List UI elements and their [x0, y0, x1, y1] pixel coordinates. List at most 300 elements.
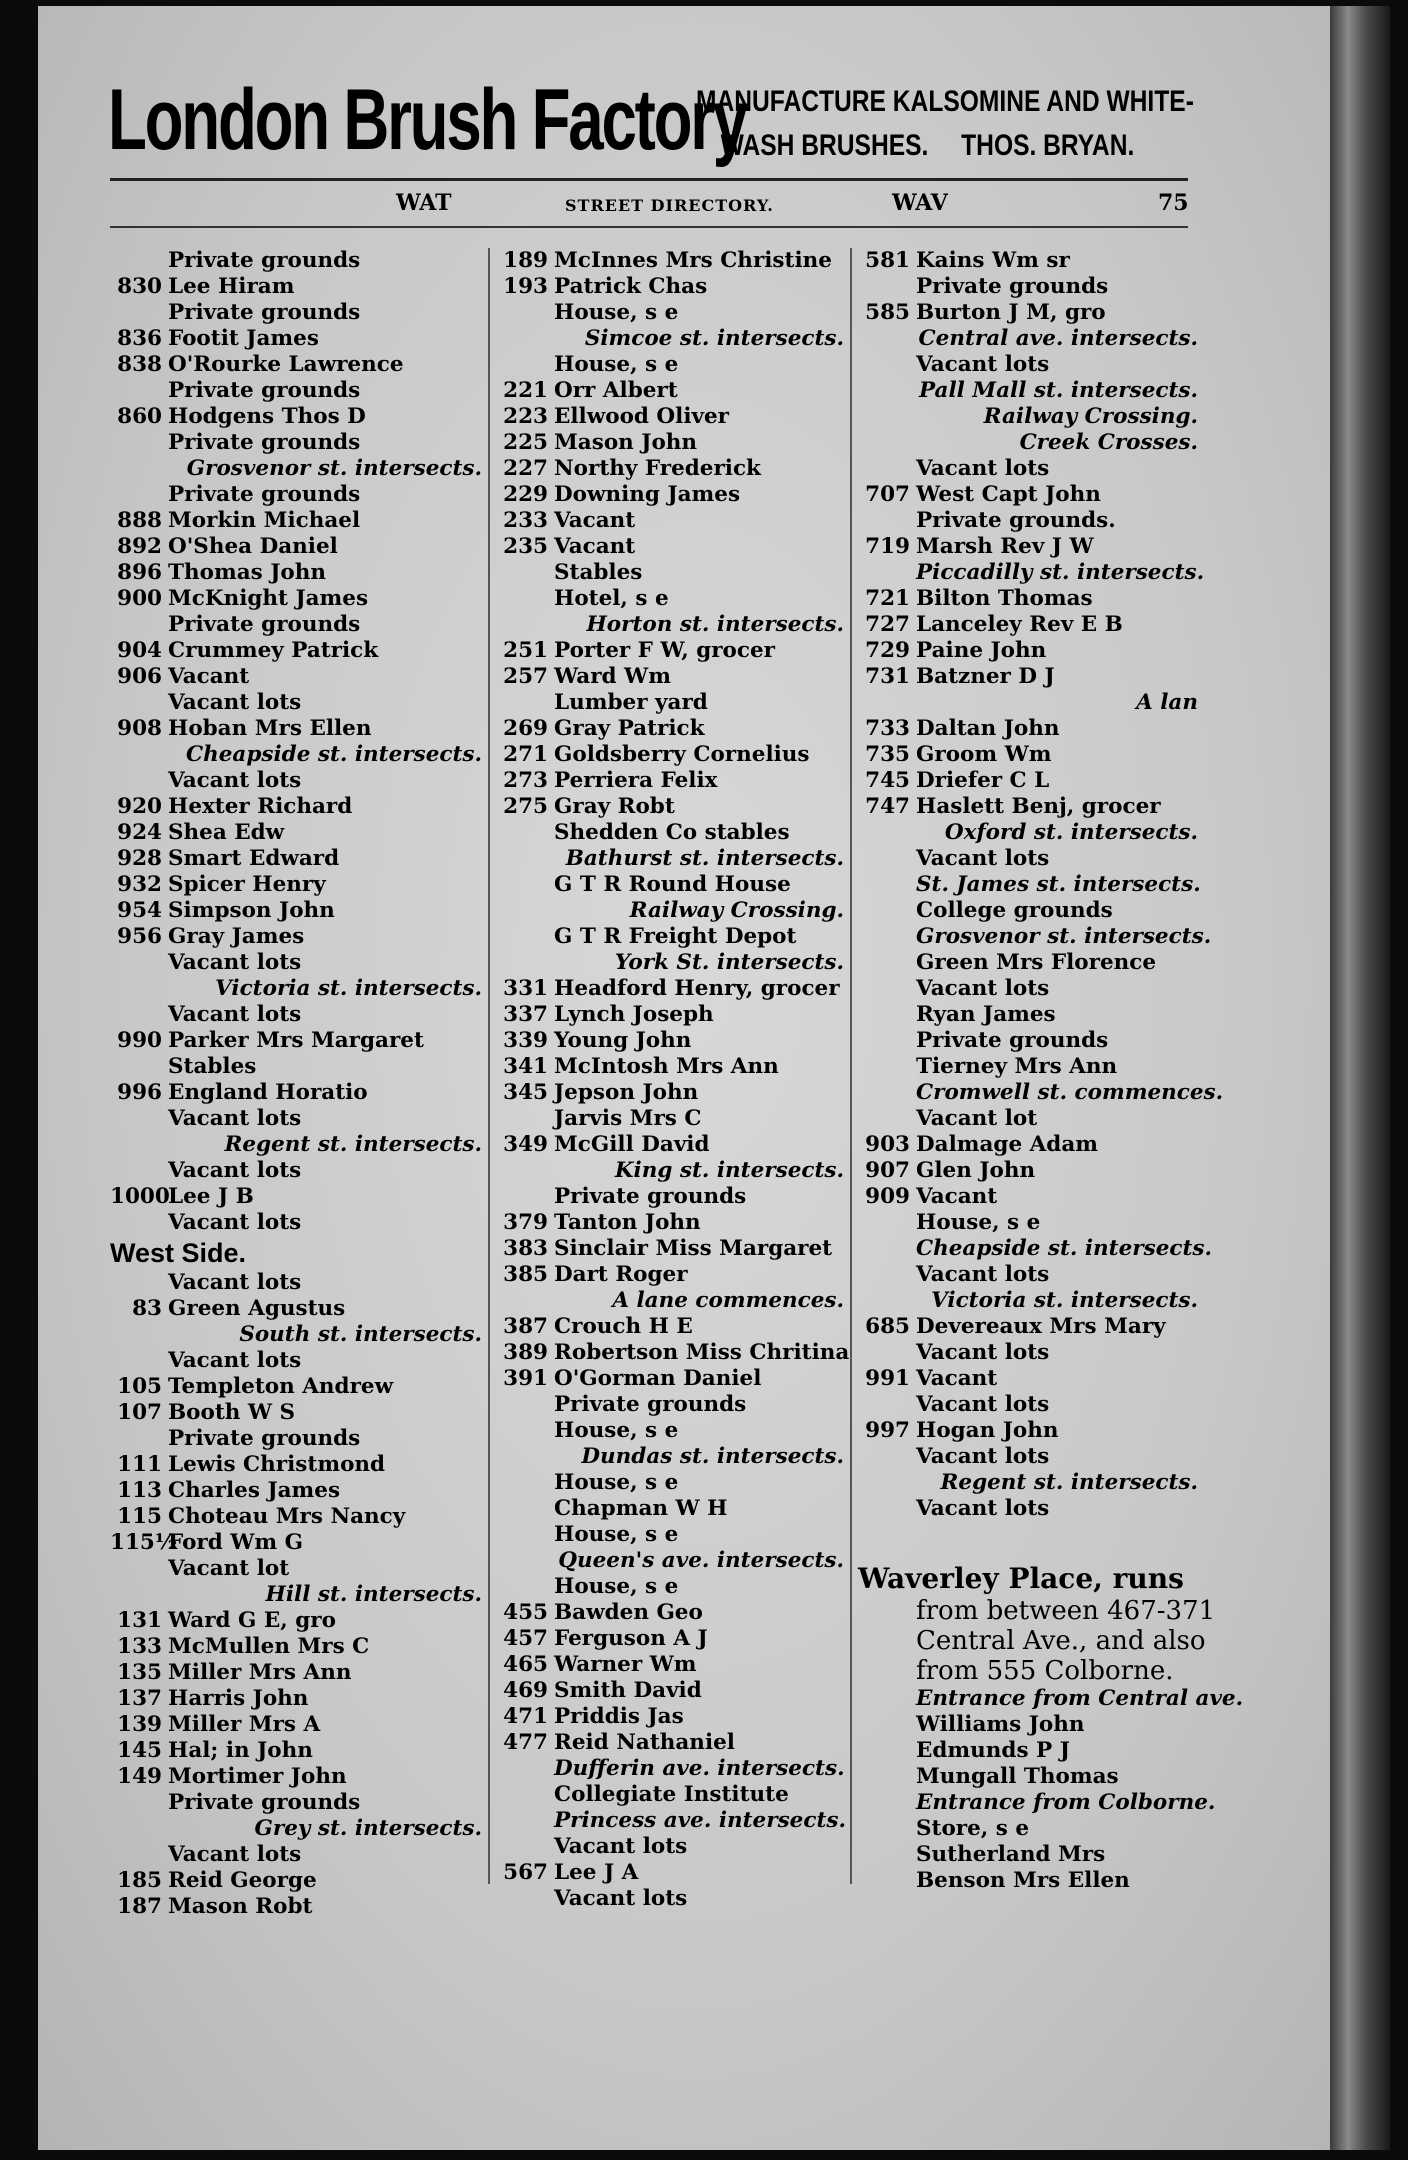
directory-entry	[858, 1340, 1198, 1366]
house-number: 903	[865, 1132, 910, 1157]
occupant-name: Ellwood Oliver	[554, 404, 729, 429]
occupant-name: Vacant lot	[168, 1556, 290, 1581]
occupant-name: Vacant lots	[916, 1444, 1050, 1469]
occupant-name: Devereaux Mrs Mary	[916, 1314, 1166, 1339]
occupant-name: Hexter Richard	[168, 794, 353, 819]
occupant-name: Robertson Miss Chritina	[554, 1340, 850, 1365]
occupant-name: Kains Wm sr	[916, 248, 1070, 273]
cross-street-note	[496, 326, 844, 352]
page-number: 75	[1158, 190, 1189, 216]
cross-street-note	[110, 1582, 482, 1608]
occupant-name: Paine John	[916, 638, 1047, 663]
occupant-name: Private grounds	[916, 1028, 1109, 1053]
house-number: 909	[865, 1184, 910, 1209]
occupant-name: Perriera Felix	[554, 768, 718, 793]
occupant-name: Shedden Co stables	[554, 820, 790, 845]
occupant-name: Vacant	[916, 1184, 998, 1209]
directory-entry	[110, 1608, 482, 1634]
occupant-name: Sutherland Mrs	[916, 1842, 1106, 1867]
house-number: 389	[503, 1340, 548, 1365]
occupant-name: Green Agustus	[168, 1296, 346, 1321]
house-number: 888	[117, 508, 162, 533]
house-number: 269	[503, 716, 548, 741]
directory-entry	[110, 1738, 482, 1764]
directory-entry	[110, 1530, 482, 1556]
directory-entry	[110, 534, 482, 560]
house-number: 838	[117, 352, 162, 377]
directory-entry	[110, 1054, 482, 1080]
cross-street-note	[858, 924, 1212, 950]
occupant-name: Miller Mrs A	[168, 1712, 321, 1737]
cross-street-note	[496, 1158, 844, 1184]
occupant-name: Templeton Andrew	[168, 1374, 394, 1399]
occupant-name: O'Rourke Lawrence	[168, 352, 404, 377]
house-number: 145	[117, 1738, 162, 1763]
directory-entry	[858, 1444, 1198, 1470]
occupant-name: Private grounds	[168, 248, 361, 273]
house-number: 149	[117, 1764, 162, 1789]
entry-text: South st. intersects.	[239, 1322, 482, 1347]
occupant-name: Jepson John	[554, 1080, 699, 1105]
directory-entry	[858, 586, 1198, 612]
house-number: 471	[503, 1704, 548, 1729]
directory-entry	[858, 1868, 1198, 1894]
directory-entry	[496, 1652, 844, 1678]
occupant-name: Dalmage Adam	[916, 1132, 1099, 1157]
house-number: 860	[117, 404, 162, 429]
occupant-name: Vacant lots	[168, 1210, 302, 1235]
house-number: 455	[503, 1600, 548, 1625]
directory-entry	[110, 1504, 482, 1530]
directory-entry	[858, 638, 1198, 664]
directory-entry	[110, 560, 482, 586]
occupant-name: McIntosh Mrs Ann	[554, 1054, 779, 1079]
occupant-name: Headford Henry, grocer	[554, 976, 840, 1001]
directory-entry	[496, 1574, 844, 1600]
house-number: 133	[117, 1634, 162, 1659]
occupant-name: House, s e	[554, 1522, 679, 1547]
occupant-name: Gray Robt	[554, 794, 675, 819]
house-number: 747	[865, 794, 910, 819]
house-number: 727	[865, 612, 910, 637]
directory-entry	[496, 1522, 844, 1548]
banner-tagline	[696, 80, 1194, 168]
directory-entry	[496, 1080, 844, 1106]
directory-entry	[110, 1184, 482, 1210]
occupant-name: McInnes Mrs Christine	[554, 248, 832, 273]
occupant-name: Private grounds	[554, 1184, 747, 1209]
cross-street-note	[496, 1808, 844, 1834]
occupant-name: Glen John	[916, 1158, 1036, 1183]
house-number: 139	[117, 1712, 162, 1737]
house-number: 385	[503, 1262, 548, 1287]
house-number: 991	[865, 1366, 910, 1391]
house-number: 113	[117, 1478, 162, 1503]
directory-entry	[110, 1270, 482, 1296]
directory-entry	[858, 1210, 1198, 1236]
directory-entry	[110, 1478, 482, 1504]
occupant-name: McGill David	[554, 1132, 710, 1157]
occupant-name: Vacant lots	[168, 1158, 302, 1183]
entry-text: Central Ave., and also	[916, 1626, 1206, 1656]
house-number: 585	[865, 300, 910, 325]
occupant-name: Vacant lots	[168, 1842, 302, 1867]
entry-text: from 555 Colborne.	[916, 1656, 1174, 1686]
directory-entry	[110, 1868, 482, 1894]
entry-text: Waverley Place, runs	[858, 1562, 1184, 1595]
directory-entry	[496, 1418, 844, 1444]
house-number: 193	[503, 274, 548, 299]
cross-street-note	[858, 378, 1198, 404]
directory-entry	[858, 768, 1198, 794]
occupant-name: Gray James	[168, 924, 305, 949]
directory-entry	[858, 352, 1198, 378]
house-number: 729	[865, 638, 910, 663]
directory-entry	[110, 404, 482, 430]
directory-entry	[858, 898, 1198, 924]
directory-entry	[496, 1236, 844, 1262]
directory-entry	[496, 430, 844, 456]
house-number: 185	[117, 1868, 162, 1893]
occupant-name: Young John	[554, 1028, 692, 1053]
occupant-name: Jarvis Mrs C	[554, 1106, 702, 1131]
house-number: 954	[117, 898, 162, 923]
house-number: 830	[117, 274, 162, 299]
occupant-name: College grounds	[916, 898, 1113, 923]
occupant-name: Lee Hiram	[168, 274, 295, 299]
directory-entry	[858, 794, 1198, 820]
cross-street-note	[858, 1790, 1216, 1816]
directory-entry	[858, 1314, 1198, 1340]
occupant-name: Vacant lots	[168, 768, 302, 793]
house-number: 115	[117, 1504, 162, 1529]
entry-text: Dufferin ave. intersects.	[554, 1756, 845, 1781]
cross-street-note	[858, 326, 1198, 352]
directory-entry	[496, 1262, 844, 1288]
occupant-name: Vacant lots	[916, 846, 1050, 871]
column-divider	[488, 248, 490, 1884]
occupant-name: G T R Freight Depot	[554, 924, 797, 949]
directory-column-3	[858, 248, 1244, 1894]
house-number: 896	[117, 560, 162, 585]
cross-street-note	[858, 1470, 1198, 1496]
directory-entry	[496, 1886, 844, 1912]
house-number: 477	[503, 1730, 548, 1755]
occupant-name: O'Shea Daniel	[168, 534, 338, 559]
occupant-name: Private grounds	[168, 482, 361, 507]
directory-entry	[496, 1392, 844, 1418]
occupant-name: Spicer Henry	[168, 872, 326, 897]
house-number: 928	[117, 846, 162, 871]
occupant-name: Lynch Joseph	[554, 1002, 714, 1027]
directory-entry	[110, 326, 482, 352]
occupant-name: Dart Roger	[554, 1262, 688, 1287]
occupant-name: West Capt John	[916, 482, 1101, 507]
occupant-name: Miller Mrs Ann	[168, 1660, 352, 1685]
occupant-name: Parker Mrs Margaret	[168, 1028, 424, 1053]
occupant-name: Shea Edw	[168, 820, 285, 845]
occupant-name: Private grounds	[168, 1790, 361, 1815]
occupant-name: Simpson John	[168, 898, 335, 923]
occupant-name: House, s e	[554, 300, 679, 325]
occupant-name: Benson Mrs Ellen	[916, 1868, 1130, 1893]
occupant-name: House, s e	[554, 1470, 679, 1495]
occupant-name: Vacant	[554, 534, 636, 559]
occupant-name: Vacant lots	[168, 950, 302, 975]
directory-entry	[858, 1496, 1198, 1522]
occupant-name: Booth W S	[168, 1400, 296, 1425]
occupant-name: House, s e	[916, 1210, 1041, 1235]
directory-entry	[110, 872, 482, 898]
running-head-left: WAT	[396, 190, 452, 216]
directory-column-2	[496, 248, 850, 1912]
directory-entry	[110, 300, 482, 326]
directory-entry	[496, 794, 844, 820]
directory-entry	[858, 482, 1198, 508]
directory-entry	[110, 1842, 482, 1868]
house-number: 229	[503, 482, 548, 507]
house-number: 721	[865, 586, 910, 611]
entry-text: Railway Crossing.	[629, 898, 844, 923]
directory-entry	[110, 1210, 482, 1236]
occupant-name: Thomas John	[168, 560, 327, 585]
banner-owner: THOS. BRYAN.	[961, 129, 1135, 162]
cross-street-note	[496, 846, 844, 872]
entry-text: Cheapside st. intersects.	[916, 1236, 1212, 1261]
directory-entry	[110, 898, 482, 924]
house-number: 457	[503, 1626, 548, 1651]
occupant-name: House, s e	[554, 352, 679, 377]
directory-entry	[496, 560, 844, 586]
occupant-name: Private grounds	[554, 1392, 747, 1417]
house-number: 251	[503, 638, 548, 663]
house-number: 225	[503, 430, 548, 455]
directory-entry	[858, 950, 1198, 976]
cross-street-note	[858, 560, 1205, 586]
directory-entry	[110, 1790, 482, 1816]
house-number: 233	[503, 508, 548, 533]
directory-entry	[858, 1842, 1198, 1868]
occupant-name: Private grounds	[168, 430, 361, 455]
banner-line-1: MANUFACTURE KALSOMINE AND WHITE-	[696, 85, 1194, 118]
occupant-name: Lewis Christmond	[168, 1452, 386, 1477]
occupant-name: Ryan James	[916, 1002, 1056, 1027]
cross-street-note	[858, 872, 1201, 898]
occupant-name: Edmunds P J	[916, 1738, 1070, 1763]
cross-street-note	[858, 430, 1198, 456]
occupant-name: Warner Wm	[554, 1652, 697, 1677]
occupant-name: Crummey Patrick	[168, 638, 379, 663]
cross-street-note	[496, 1288, 844, 1314]
entry-text: West Side.	[110, 1238, 247, 1268]
directory-entry	[496, 1054, 844, 1080]
occupant-name: Tanton John	[554, 1210, 701, 1235]
entry-text: from between 467-371	[916, 1596, 1216, 1626]
occupant-name: Burton J M, gro	[916, 300, 1106, 325]
directory-entry	[858, 664, 1198, 690]
house-number: 189	[503, 248, 548, 273]
occupant-name: Hal; in John	[168, 1738, 313, 1763]
directory-entry	[110, 274, 482, 300]
entry-text: Piccadilly st. intersects.	[916, 560, 1205, 585]
occupant-name: McKnight James	[168, 586, 369, 611]
directory-entry	[110, 1556, 482, 1582]
house-number: 337	[503, 1002, 548, 1027]
entry-text: Pall Mall st. intersects.	[918, 378, 1198, 403]
occupant-name: Orr Albert	[554, 378, 678, 403]
banner-rule	[110, 178, 1188, 181]
house-number: 900	[117, 586, 162, 611]
occupant-name: England Horatio	[168, 1080, 368, 1105]
directory-entry	[496, 534, 844, 560]
occupant-name: Vacant lots	[916, 1392, 1050, 1417]
occupant-name: Ward G E, gro	[168, 1608, 336, 1633]
directory-entry	[110, 1348, 482, 1374]
entry-text: Regent st. intersects.	[940, 1470, 1198, 1495]
occupant-name: Vacant lots	[168, 1106, 302, 1131]
entry-text: Grey st. intersects.	[254, 1816, 482, 1841]
occupant-name: Vacant	[554, 508, 636, 533]
occupant-name: Reid Nathaniel	[554, 1730, 735, 1755]
directory-entry	[858, 1262, 1198, 1288]
entry-text: Simcoe st. intersects.	[584, 326, 844, 351]
occupant-name: Private grounds	[916, 274, 1109, 299]
house-number: 331	[503, 976, 548, 1001]
directory-entry	[496, 976, 844, 1002]
occupant-name: Porter F W, grocer	[554, 638, 775, 663]
occupant-name: Private grounds	[168, 612, 361, 637]
cross-street-note	[110, 1322, 482, 1348]
advertisement-banner	[108, 70, 1194, 180]
entry-text: Entrance from Central ave.	[916, 1686, 1244, 1711]
directory-entry	[496, 1132, 844, 1158]
directory-entry	[110, 1452, 482, 1478]
directory-entry	[110, 482, 482, 508]
occupant-name: Bawden Geo	[554, 1600, 703, 1625]
entry-text: Central ave. intersects.	[918, 326, 1198, 351]
directory-entry	[110, 1400, 482, 1426]
house-number: 1000	[110, 1184, 170, 1209]
directory-entry	[496, 716, 844, 742]
occupant-name: Williams John	[916, 1712, 1085, 1737]
entry-text: Victoria st. intersects.	[931, 1288, 1198, 1313]
directory-entry	[110, 352, 482, 378]
entry-text: York St. intersects.	[614, 950, 844, 975]
house-number: 932	[117, 872, 162, 897]
directory-entry	[858, 1158, 1198, 1184]
occupant-name: Reid George	[168, 1868, 317, 1893]
house-number: 990	[117, 1028, 162, 1053]
occupant-name: G T R Round House	[554, 872, 791, 897]
occupant-name: Marsh Rev J W	[916, 534, 1094, 559]
directory-entry	[858, 846, 1198, 872]
cross-street-note	[496, 1756, 844, 1782]
occupant-name: Vacant lots	[916, 1340, 1050, 1365]
entry-text: Bathurst st. intersects.	[565, 846, 844, 871]
house-number: 907	[865, 1158, 910, 1183]
entry-text: Princess ave. intersects.	[554, 1808, 846, 1833]
directory-entry	[496, 248, 844, 274]
cross-street-note	[496, 612, 844, 638]
directory-entry	[110, 1894, 482, 1920]
directory-entry	[858, 1738, 1198, 1764]
entry-text: Horton st. intersects.	[586, 612, 844, 637]
occupant-name: O'Gorman Daniel	[554, 1366, 762, 1391]
directory-entry	[496, 586, 844, 612]
entry-text: A lan	[1136, 690, 1198, 715]
house-number: 391	[503, 1366, 548, 1391]
directory-entry	[110, 716, 482, 742]
entry-text: King st. intersects.	[614, 1158, 844, 1183]
directory-entry	[858, 1028, 1198, 1054]
directory-entry	[858, 456, 1198, 482]
directory-entry	[496, 1002, 844, 1028]
cross-street-note	[110, 456, 482, 482]
occupant-name: Vacant lots	[168, 690, 302, 715]
entry-text: Railway Crossing.	[983, 404, 1198, 429]
entry-text: Hill st. intersects.	[265, 1582, 482, 1607]
directory-entry	[496, 1626, 844, 1652]
occupant-name: Private grounds	[168, 378, 361, 403]
directory-entry	[110, 846, 482, 872]
directory-entry	[110, 794, 482, 820]
directory-entry	[110, 248, 482, 274]
occupant-name: Priddis Jas	[554, 1704, 684, 1729]
occupant-name: Vacant lots	[916, 352, 1050, 377]
occupant-name: Vacant lots	[168, 1270, 302, 1295]
house-number: 131	[117, 1608, 162, 1633]
occupant-name: Vacant	[916, 1366, 998, 1391]
cross-street-note	[858, 690, 1198, 716]
directory-entry	[496, 1028, 844, 1054]
house-number: 956	[117, 924, 162, 949]
house-number: 135	[117, 1660, 162, 1685]
occupant-name: Vacant lots	[168, 1348, 302, 1373]
cross-street-note	[858, 1236, 1212, 1262]
occupant-name: Gray Patrick	[554, 716, 705, 741]
occupant-name: Lumber yard	[554, 690, 708, 715]
house-number: 465	[503, 1652, 548, 1677]
directory-entry	[496, 768, 844, 794]
occupant-name: Vacant lots	[554, 1834, 688, 1859]
directory-entry	[858, 1054, 1198, 1080]
spacer	[858, 1522, 1198, 1562]
occupant-name: Hodgens Thos D	[168, 404, 366, 429]
occupant-name: Vacant lots	[916, 1496, 1050, 1521]
directory-entry	[110, 430, 482, 456]
house-number: 892	[117, 534, 162, 559]
directory-entry	[496, 300, 844, 326]
directory-entry	[858, 274, 1198, 300]
house-number: 223	[503, 404, 548, 429]
occupant-name: Stables	[168, 1054, 257, 1079]
directory-entry	[858, 612, 1198, 638]
occupant-name: Charles James	[168, 1478, 341, 1503]
house-number: 271	[503, 742, 548, 767]
house-number: 906	[117, 664, 162, 689]
directory-entry	[110, 1764, 482, 1790]
street-description	[858, 1626, 1206, 1656]
entry-text: Cheapside st. intersects.	[186, 742, 482, 767]
directory-entry	[496, 1782, 844, 1808]
directory-entry	[110, 508, 482, 534]
directory-entry	[858, 1816, 1198, 1842]
occupant-name: Chapman W H	[554, 1496, 728, 1521]
house-number: 567	[503, 1860, 548, 1885]
cross-street-note	[110, 742, 482, 768]
street-description	[858, 1596, 1216, 1626]
directory-entry	[858, 248, 1198, 274]
